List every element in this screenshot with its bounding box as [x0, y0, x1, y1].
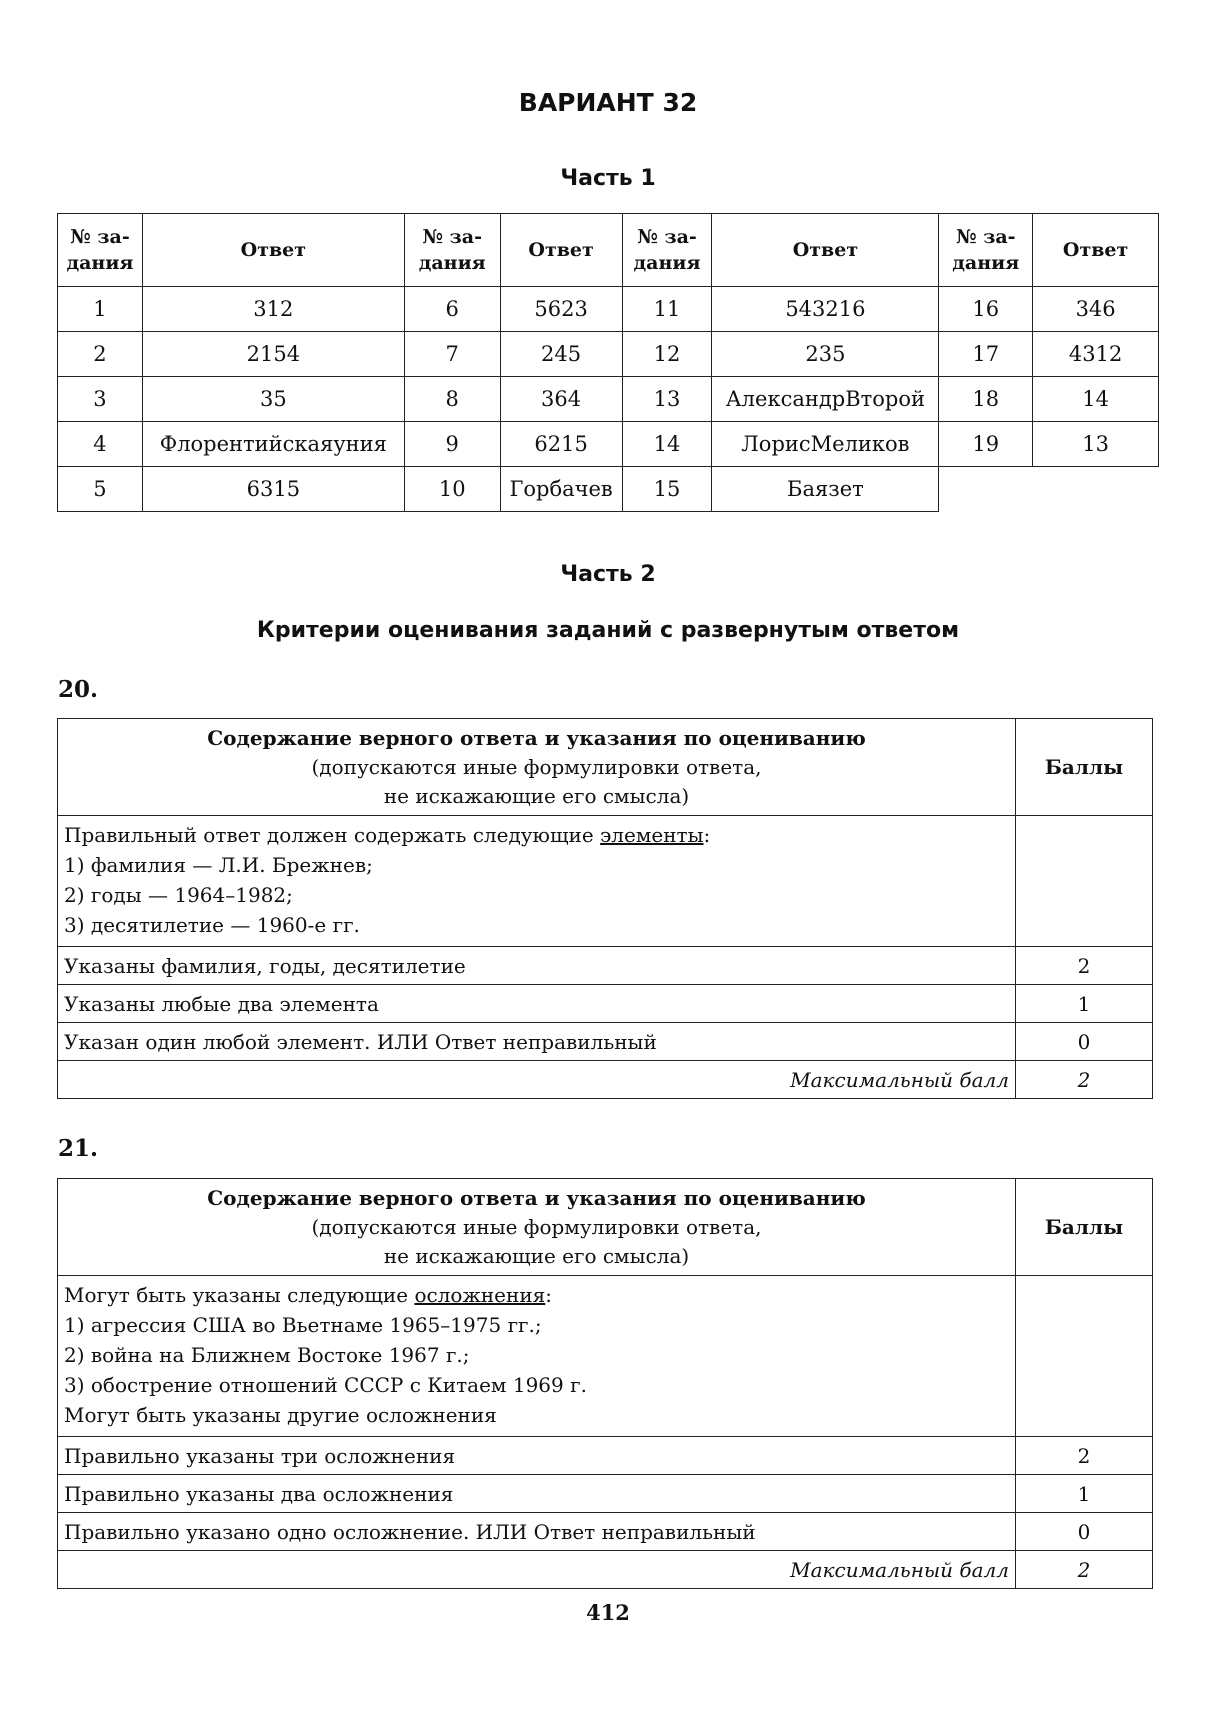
task-20-criteria-table — [57, 718, 1153, 1099]
max-score-label: Максимальный балл — [58, 1551, 1016, 1589]
score-points: 2 — [1016, 1437, 1153, 1475]
answer-cell: 5623 — [500, 287, 622, 332]
task-number: 3 — [58, 377, 143, 422]
answer-cell: 6315 — [142, 467, 404, 512]
criteria-title: Критерии оценивания заданий с развернутым ответом — [256, 618, 960, 643]
score-criterion: Указаны любые два элемента — [58, 985, 1016, 1023]
score-row — [58, 985, 1153, 1023]
answer-elements — [58, 816, 1016, 947]
elements-intro: Правильный ответ должен содержать следующие элементы: — [64, 823, 711, 847]
table-row — [58, 422, 1159, 467]
empty-cell — [939, 467, 1159, 512]
empty-points — [1016, 1276, 1153, 1437]
answer-cell: 4312 — [1033, 332, 1159, 377]
answer-cell: 2154 — [142, 332, 404, 377]
score-row — [58, 1023, 1153, 1061]
criteria-header-row — [58, 719, 1153, 816]
task-number: 9 — [404, 422, 500, 467]
task-number: 11 — [622, 287, 712, 332]
answer-elements — [58, 1276, 1016, 1437]
task-number: 4 — [58, 422, 143, 467]
header-line-2: (допускаются иные формулировки ответа, — [311, 1214, 762, 1239]
task-21-criteria-table — [57, 1178, 1153, 1589]
task-number: 17 — [939, 332, 1033, 377]
answer-cell: Горбачев — [500, 467, 622, 512]
task-number: 5 — [58, 467, 143, 512]
criteria-header — [58, 1179, 1016, 1276]
header-answer: Ответ — [500, 214, 622, 287]
task-number: 1 — [58, 287, 143, 332]
elements-row — [58, 816, 1153, 947]
max-score-row — [58, 1061, 1153, 1099]
task-number: 13 — [622, 377, 712, 422]
header-answer: Ответ — [142, 214, 404, 287]
max-score-label: Максимальный балл — [58, 1061, 1016, 1099]
task-number: 12 — [622, 332, 712, 377]
part2-title: Часть 2 — [560, 562, 656, 587]
answer-cell: 245 — [500, 332, 622, 377]
header-answer: Ответ — [712, 214, 939, 287]
elements-intro: Могут быть указаны следующие осложнения: — [64, 1283, 553, 1307]
header-task-number: № за-дания — [939, 214, 1033, 287]
score-row — [58, 1437, 1153, 1475]
score-row — [58, 1475, 1153, 1513]
elements-note: Могут быть указаны другие осложнения — [64, 1403, 497, 1427]
answer-cell: 13 — [1033, 422, 1159, 467]
header-task-number: № за-дания — [404, 214, 500, 287]
score-points: 1 — [1016, 1475, 1153, 1513]
element-item: 2) война на Ближнем Востоке 1967 г.; — [64, 1343, 470, 1367]
score-row — [58, 1513, 1153, 1551]
element-item: 3) десятилетие — 1960-е гг. — [64, 913, 360, 937]
empty-points — [1016, 816, 1153, 947]
max-score-row — [58, 1551, 1153, 1589]
task-number: 14 — [622, 422, 712, 467]
answer-cell: 543216 — [712, 287, 939, 332]
answer-cell: 14 — [1033, 377, 1159, 422]
header-line-1: Содержание верного ответа и указания по оцениванию — [207, 1185, 866, 1210]
criteria-header — [58, 719, 1016, 816]
answer-cell: 235 — [712, 332, 939, 377]
header-line-1: Содержание верного ответа и указания по оцениванию — [207, 725, 866, 750]
table-row — [58, 287, 1159, 332]
task-number: 16 — [939, 287, 1033, 332]
task-number: 6 — [404, 287, 500, 332]
task-number: 7 — [404, 332, 500, 377]
task-number: 15 — [622, 467, 712, 512]
score-points: 0 — [1016, 1513, 1153, 1551]
score-points: 1 — [1016, 985, 1153, 1023]
answer-cell: 312 — [142, 287, 404, 332]
answer-cell: 364 — [500, 377, 622, 422]
criteria-header-row — [58, 1179, 1153, 1276]
score-row — [58, 947, 1153, 985]
answer-cell: ЛорисМеликов — [712, 422, 939, 467]
task-number: 19 — [939, 422, 1033, 467]
task-number: 10 — [404, 467, 500, 512]
page-number: 412 — [586, 1600, 630, 1625]
score-points: 0 — [1016, 1023, 1153, 1061]
task-21-number: 21. — [58, 1135, 99, 1162]
answer-cell: АлександрВторой — [712, 377, 939, 422]
part1-title: Часть 1 — [560, 166, 656, 191]
header-line-2: (допускаются иные формулировки ответа, — [311, 754, 762, 779]
score-criterion: Правильно указаны три осложнения — [58, 1437, 1016, 1475]
balls-header: Баллы — [1016, 1179, 1153, 1276]
table-row — [58, 467, 1159, 512]
score-criterion: Правильно указаны два осложнения — [58, 1475, 1016, 1513]
element-item: 1) фамилия — Л.И. Брежнев; — [64, 853, 373, 877]
header-line-3: не искажающие его смысла) — [383, 783, 690, 808]
task-number: 18 — [939, 377, 1033, 422]
variant-title: ВАРИАНТ 32 — [518, 88, 698, 117]
answer-cell: 346 — [1033, 287, 1159, 332]
max-score-value: 2 — [1016, 1061, 1153, 1099]
answer-cell: Флорентийскаяуния — [142, 422, 404, 467]
balls-header: Баллы — [1016, 719, 1153, 816]
answer-cell: 6215 — [500, 422, 622, 467]
element-item: 1) агрессия США во Вьетнаме 1965–1975 гг.; — [64, 1313, 542, 1337]
elements-row — [58, 1276, 1153, 1437]
table-row — [58, 332, 1159, 377]
header-task-number: № за-дания — [622, 214, 712, 287]
score-criterion: Указан один любой элемент. ИЛИ Ответ неправильный — [58, 1023, 1016, 1061]
max-score-value: 2 — [1016, 1551, 1153, 1589]
header-answer: Ответ — [1033, 214, 1159, 287]
element-item: 3) обострение отношений СССР с Китаем 1969 г. — [64, 1373, 587, 1397]
header-line-3: не искажающие его смысла) — [383, 1243, 690, 1268]
answer-cell: Баязет — [712, 467, 939, 512]
table-row — [58, 377, 1159, 422]
task-number: 8 — [404, 377, 500, 422]
score-criterion: Правильно указано одно осложнение. ИЛИ Ответ неправильный — [58, 1513, 1016, 1551]
answer-cell: 35 — [142, 377, 404, 422]
score-points: 2 — [1016, 947, 1153, 985]
answers-table — [57, 213, 1159, 512]
answers-header-row — [58, 214, 1159, 287]
score-criterion: Указаны фамилия, годы, десятилетие — [58, 947, 1016, 985]
task-20-number: 20. — [58, 676, 99, 703]
element-item: 2) годы — 1964–1982; — [64, 883, 293, 907]
task-number: 2 — [58, 332, 143, 377]
header-task-number: № за-дания — [58, 214, 143, 287]
